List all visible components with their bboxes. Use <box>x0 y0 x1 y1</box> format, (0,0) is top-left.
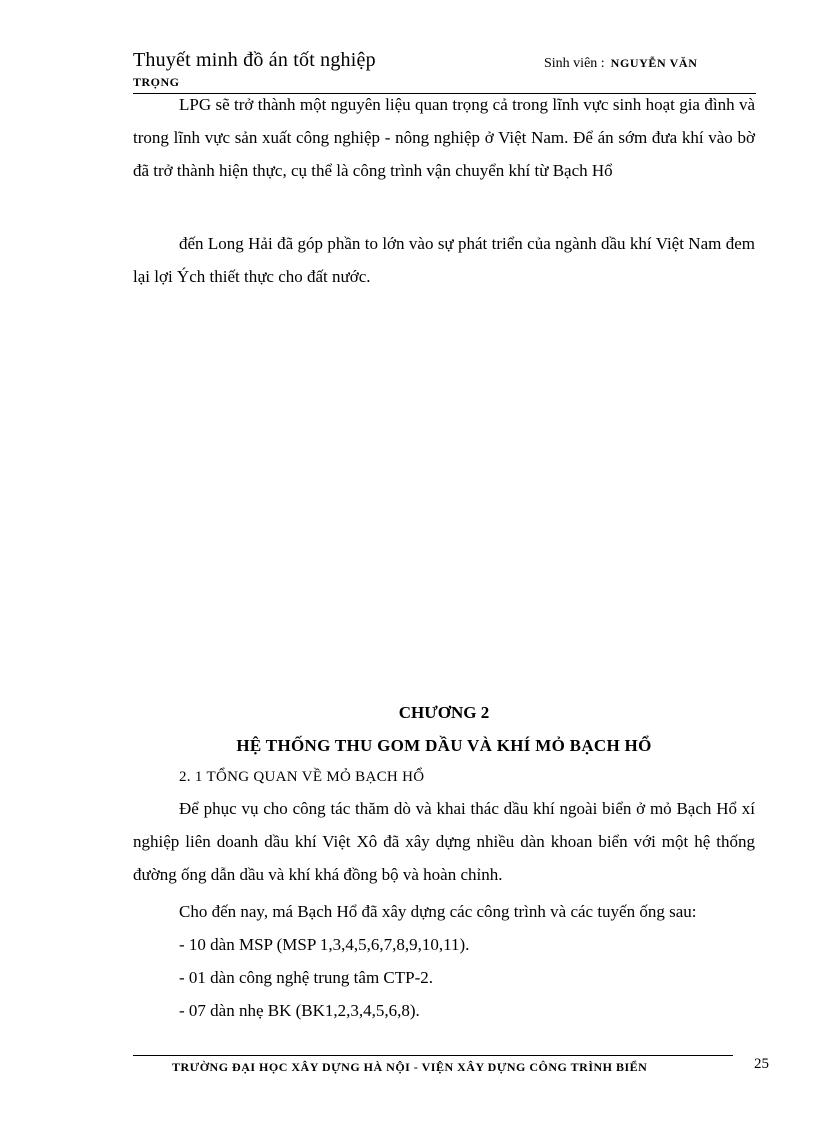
page-number: 25 <box>754 1056 769 1072</box>
paragraph-overview: Để phục vụ cho công tác thăm dò và khai thác dầu khí ngoài biển ở mỏ Bạch Hổ xí nghiệp liên doanh dầu khí Việt Xô đã xây dựng nhiều dàn khoan biển với một hệ thống đường ống dẫn dầu và khí khá đồng bộ và hoàn chỉnh. <box>133 799 755 884</box>
chapter-number: CHƯƠNG 2 <box>398 703 490 722</box>
student-name: NGUYỄN VĂN <box>610 56 698 70</box>
student-info <box>544 56 697 72</box>
list-item: - 01 dàn công nghệ trung tâm CTP-2. <box>179 968 434 987</box>
list-item: - 10 dàn MSP (MSP 1,3,4,5,6,7,8,9,10,11). <box>179 935 470 954</box>
paragraph-long-hai: đến Long Hải đã góp phần to lớn vào sự phát triển của ngành dầu khí Việt Nam đem lại lợi Ých thiết thực cho đất nước. <box>133 234 755 286</box>
document-title: Thuyết minh đồ án tốt nghiệp <box>133 49 376 71</box>
chapter-title: HỆ THỐNG THU GOM DẦU VÀ KHÍ MỎ BẠCH HỔ <box>236 736 652 755</box>
footer-institution: TRƯỜNG ĐẠI HỌC XÂY DỰNG HÀ NỘI - VIỆN XÂY DỰNG CÔNG TRÌNH BIỂN <box>172 1060 648 1074</box>
student-label: Sinh viên : <box>544 56 605 71</box>
paragraph-lpg: LPG sẽ trở thành một nguyên liệu quan trọng cả trong lĩnh vực sinh hoạt gia đình và trong lĩnh vực sản xuất công nghiệp - nông nghiệp ở Việt Nam. Để án sớm đưa khí vào bờ đã trở thành hiện thực, cụ thể là công trình vận chuyển khí từ Bạch Hổ <box>133 95 755 180</box>
footer-divider <box>133 1055 733 1056</box>
list-item: - 07 dàn nhẹ BK (BK1,2,3,4,5,6,8). <box>179 1001 420 1020</box>
list-intro: Cho đến nay, má Bạch Hổ đã xây dựng các công trình và các tuyến ống sau: <box>179 902 697 921</box>
section-heading: 2. 1 TỔNG QUAN VỀ MỎ BẠCH HỔ <box>179 769 425 785</box>
student-name-continued: TRỌNG <box>133 75 180 89</box>
